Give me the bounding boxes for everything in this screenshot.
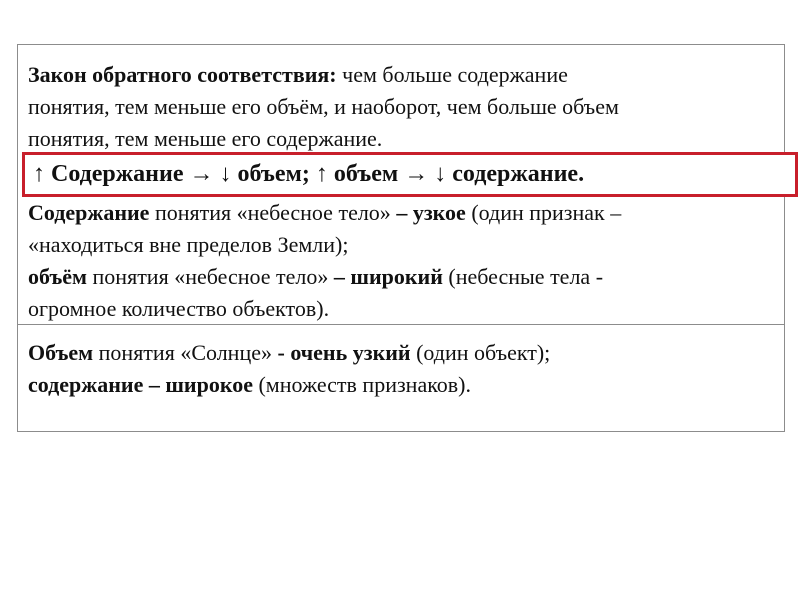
sun-line-2-text-a: (множеств признаков). (252, 372, 471, 397)
sun-content-wide-term: содержание – широкое (28, 372, 253, 397)
scope-line-1-text-b: (один признак – (465, 200, 622, 225)
scope-line-2: «находиться вне пределов Земли); (28, 232, 349, 257)
table-row-sun (18, 325, 784, 431)
law-term: Закон обратного соответствия: (28, 62, 337, 87)
sun-line-1-text-b: (один объект); (410, 340, 551, 365)
law-line-1 (28, 59, 774, 91)
scope-line-3-text-a: понятия «небесное тело» (87, 264, 334, 289)
law-paragraph (28, 59, 774, 155)
sun-volume-term: Объем (28, 340, 94, 365)
scope-line-3-text-b: (небесные тела - (442, 264, 604, 289)
formula-highlight-box: ↑ Содержание → ↓ объем; ↑ объем → ↓ содержание. (22, 152, 798, 197)
sun-example-paragraph (28, 337, 774, 401)
law-line-1-rest: чем больше содержание (336, 62, 568, 87)
scope-line-3 (28, 261, 774, 293)
law-line-2: понятия, тем меньше его объём, и наоборот, чем больше объем (28, 94, 619, 119)
scope-line-4: огромное количество объектов). (28, 296, 330, 321)
scope-narrow-term: – узкое (396, 200, 466, 225)
scope-wide-term: – широкий (333, 264, 443, 289)
definition-table (17, 44, 785, 432)
scope-line-1 (28, 197, 774, 229)
sun-line-2 (28, 369, 774, 401)
table-row-law (18, 45, 784, 325)
sun-very-narrow-term: - очень узкий (277, 340, 411, 365)
scope-content-term: Содержание (28, 200, 150, 225)
law-line-3: понятия, тем меньше его содержание. (28, 126, 383, 151)
scope-volume-term: объём (28, 264, 88, 289)
sun-line-1 (28, 337, 774, 369)
scope-example-paragraph (28, 197, 774, 325)
scope-line-1-text-a: понятия «небесное тело» (149, 200, 397, 225)
sun-line-1-text-a: понятия «Солнце» (93, 340, 278, 365)
